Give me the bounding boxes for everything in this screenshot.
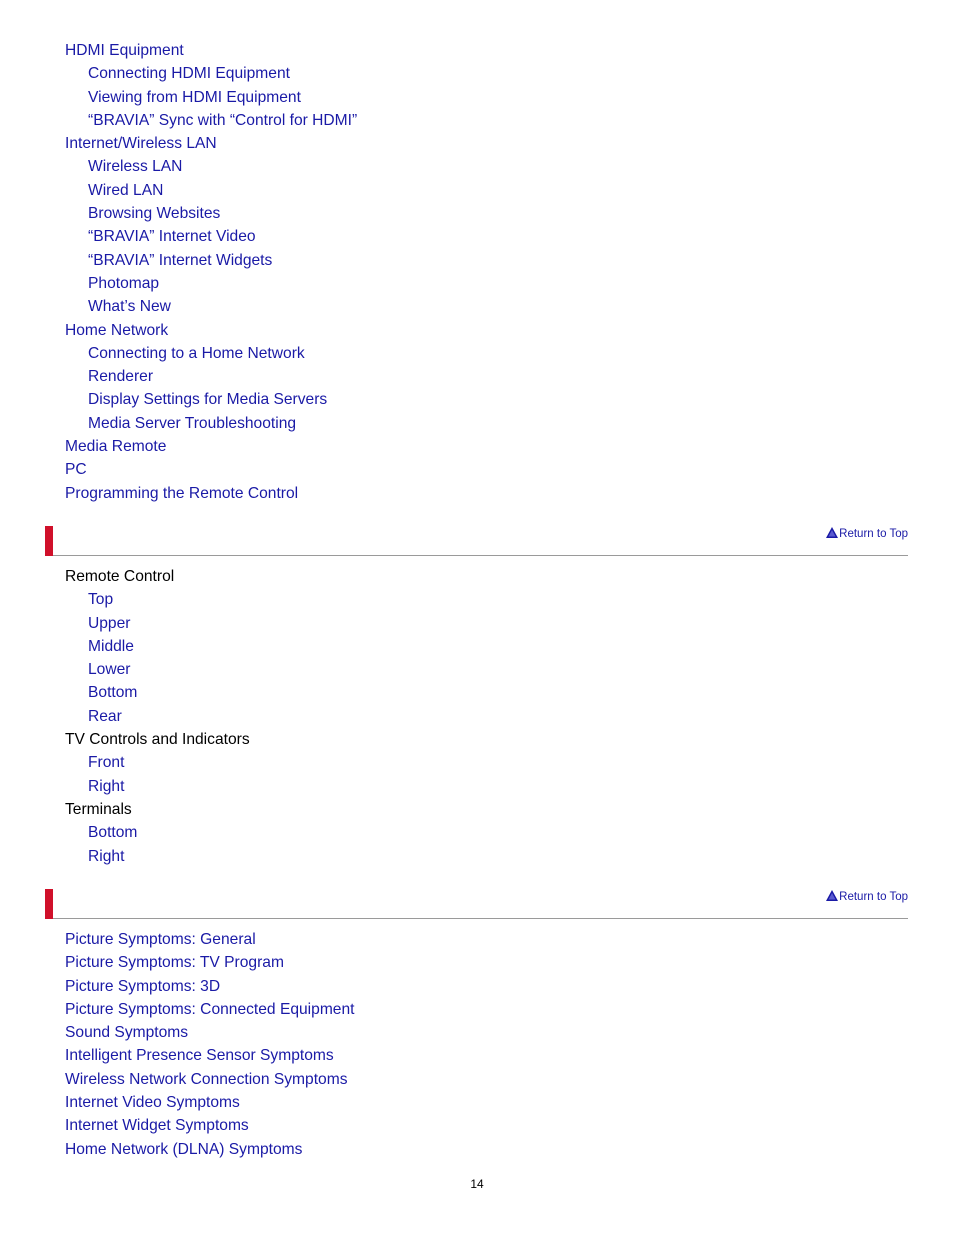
link-renderer[interactable]: Renderer <box>88 368 154 386</box>
return-to-top-link[interactable] <box>826 889 908 905</box>
link-photomap[interactable]: Photomap <box>88 274 160 292</box>
link-wired-lan[interactable]: Wired LAN <box>88 181 164 199</box>
section-rule <box>53 918 908 919</box>
section-divider <box>45 889 908 919</box>
link-tv-right[interactable]: Right <box>88 777 125 795</box>
link-browsing-websites[interactable]: Browsing Websites <box>88 205 221 223</box>
link-remote-upper[interactable]: Upper <box>88 614 131 632</box>
link-bravia-sync[interactable]: “BRAVIA” Sync with “Control for HDMI” <box>88 111 358 129</box>
link-remote-bottom[interactable]: Bottom <box>88 684 138 702</box>
link-viewing-from-hdmi-equipment[interactable]: Viewing from HDMI Equipment <box>88 88 301 106</box>
link-bravia-internet-video[interactable]: “BRAVIA” Internet Video <box>88 228 256 246</box>
heading-terminals: Terminals <box>65 800 132 818</box>
link-display-settings-media-servers[interactable]: Display Settings for Media Servers <box>88 391 328 409</box>
section-rule <box>53 555 908 556</box>
link-programming-remote-control[interactable]: Programming the Remote Control <box>65 484 299 502</box>
link-connecting-home-network[interactable]: Connecting to a Home Network <box>88 344 305 362</box>
page-number: 14 <box>470 1177 484 1191</box>
link-internet-widget-symptoms[interactable]: Internet Widget Symptoms <box>65 1117 249 1135</box>
heading-remote-control: Remote Control <box>65 568 175 585</box>
link-bravia-internet-widgets[interactable]: “BRAVIA” Internet Widgets <box>88 251 273 269</box>
heading-tv-controls-indicators: TV Controls and Indicators <box>65 731 250 749</box>
link-terminals-bottom[interactable]: Bottom <box>88 824 138 842</box>
up-triangle-icon <box>826 890 838 901</box>
up-triangle-icon <box>826 527 838 538</box>
link-picture-symptoms-general[interactable]: Picture Symptoms: General <box>65 931 256 948</box>
link-pc[interactable]: PC <box>65 461 87 479</box>
link-picture-symptoms-tv-program[interactable]: Picture Symptoms: TV Program <box>65 954 284 972</box>
link-picture-symptoms-connected-equipment[interactable]: Picture Symptoms: Connected Equipment <box>65 1000 355 1018</box>
link-tv-front[interactable]: Front <box>88 754 125 772</box>
link-wireless-lan[interactable]: Wireless LAN <box>88 158 183 176</box>
return-to-top-link[interactable] <box>826 526 908 542</box>
return-to-top-label: Return to Top <box>839 528 908 540</box>
link-remote-middle[interactable]: Middle <box>88 637 134 655</box>
symptoms-link-list <box>65 928 355 1161</box>
link-remote-lower[interactable]: Lower <box>88 661 131 679</box>
link-internet-wireless-lan[interactable]: Internet/Wireless LAN <box>65 135 217 153</box>
link-whats-new[interactable]: What’s New <box>88 298 171 316</box>
hdmi-network-link-list <box>65 39 357 505</box>
link-remote-top[interactable]: Top <box>88 591 114 609</box>
section-divider <box>45 526 908 556</box>
link-picture-symptoms-3d[interactable]: Picture Symptoms: 3D <box>65 977 221 995</box>
link-wireless-network-connection-symptoms[interactable]: Wireless Network Connection Symptoms <box>65 1070 348 1088</box>
link-media-server-troubleshooting[interactable]: Media Server Troubleshooting <box>88 414 297 432</box>
link-media-remote[interactable]: Media Remote <box>65 438 167 456</box>
section-accent-bar <box>45 526 53 556</box>
link-remote-rear[interactable]: Rear <box>88 707 122 725</box>
link-home-network-dlna-symptoms[interactable]: Home Network (DLNA) Symptoms <box>65 1140 303 1158</box>
section-accent-bar <box>45 889 53 919</box>
link-connecting-hdmi-equipment[interactable]: Connecting HDMI Equipment <box>88 65 290 83</box>
link-hdmi-equipment[interactable]: HDMI Equipment <box>65 42 184 59</box>
link-intelligent-presence-sensor-symptoms[interactable]: Intelligent Presence Sensor Symptoms <box>65 1047 334 1065</box>
link-sound-symptoms[interactable]: Sound Symptoms <box>65 1024 189 1042</box>
parts-link-list <box>65 565 250 868</box>
return-to-top-label: Return to Top <box>839 891 908 903</box>
link-internet-video-symptoms[interactable]: Internet Video Symptoms <box>65 1094 240 1112</box>
link-terminals-right[interactable]: Right <box>88 847 125 865</box>
link-home-network[interactable]: Home Network <box>65 321 169 339</box>
